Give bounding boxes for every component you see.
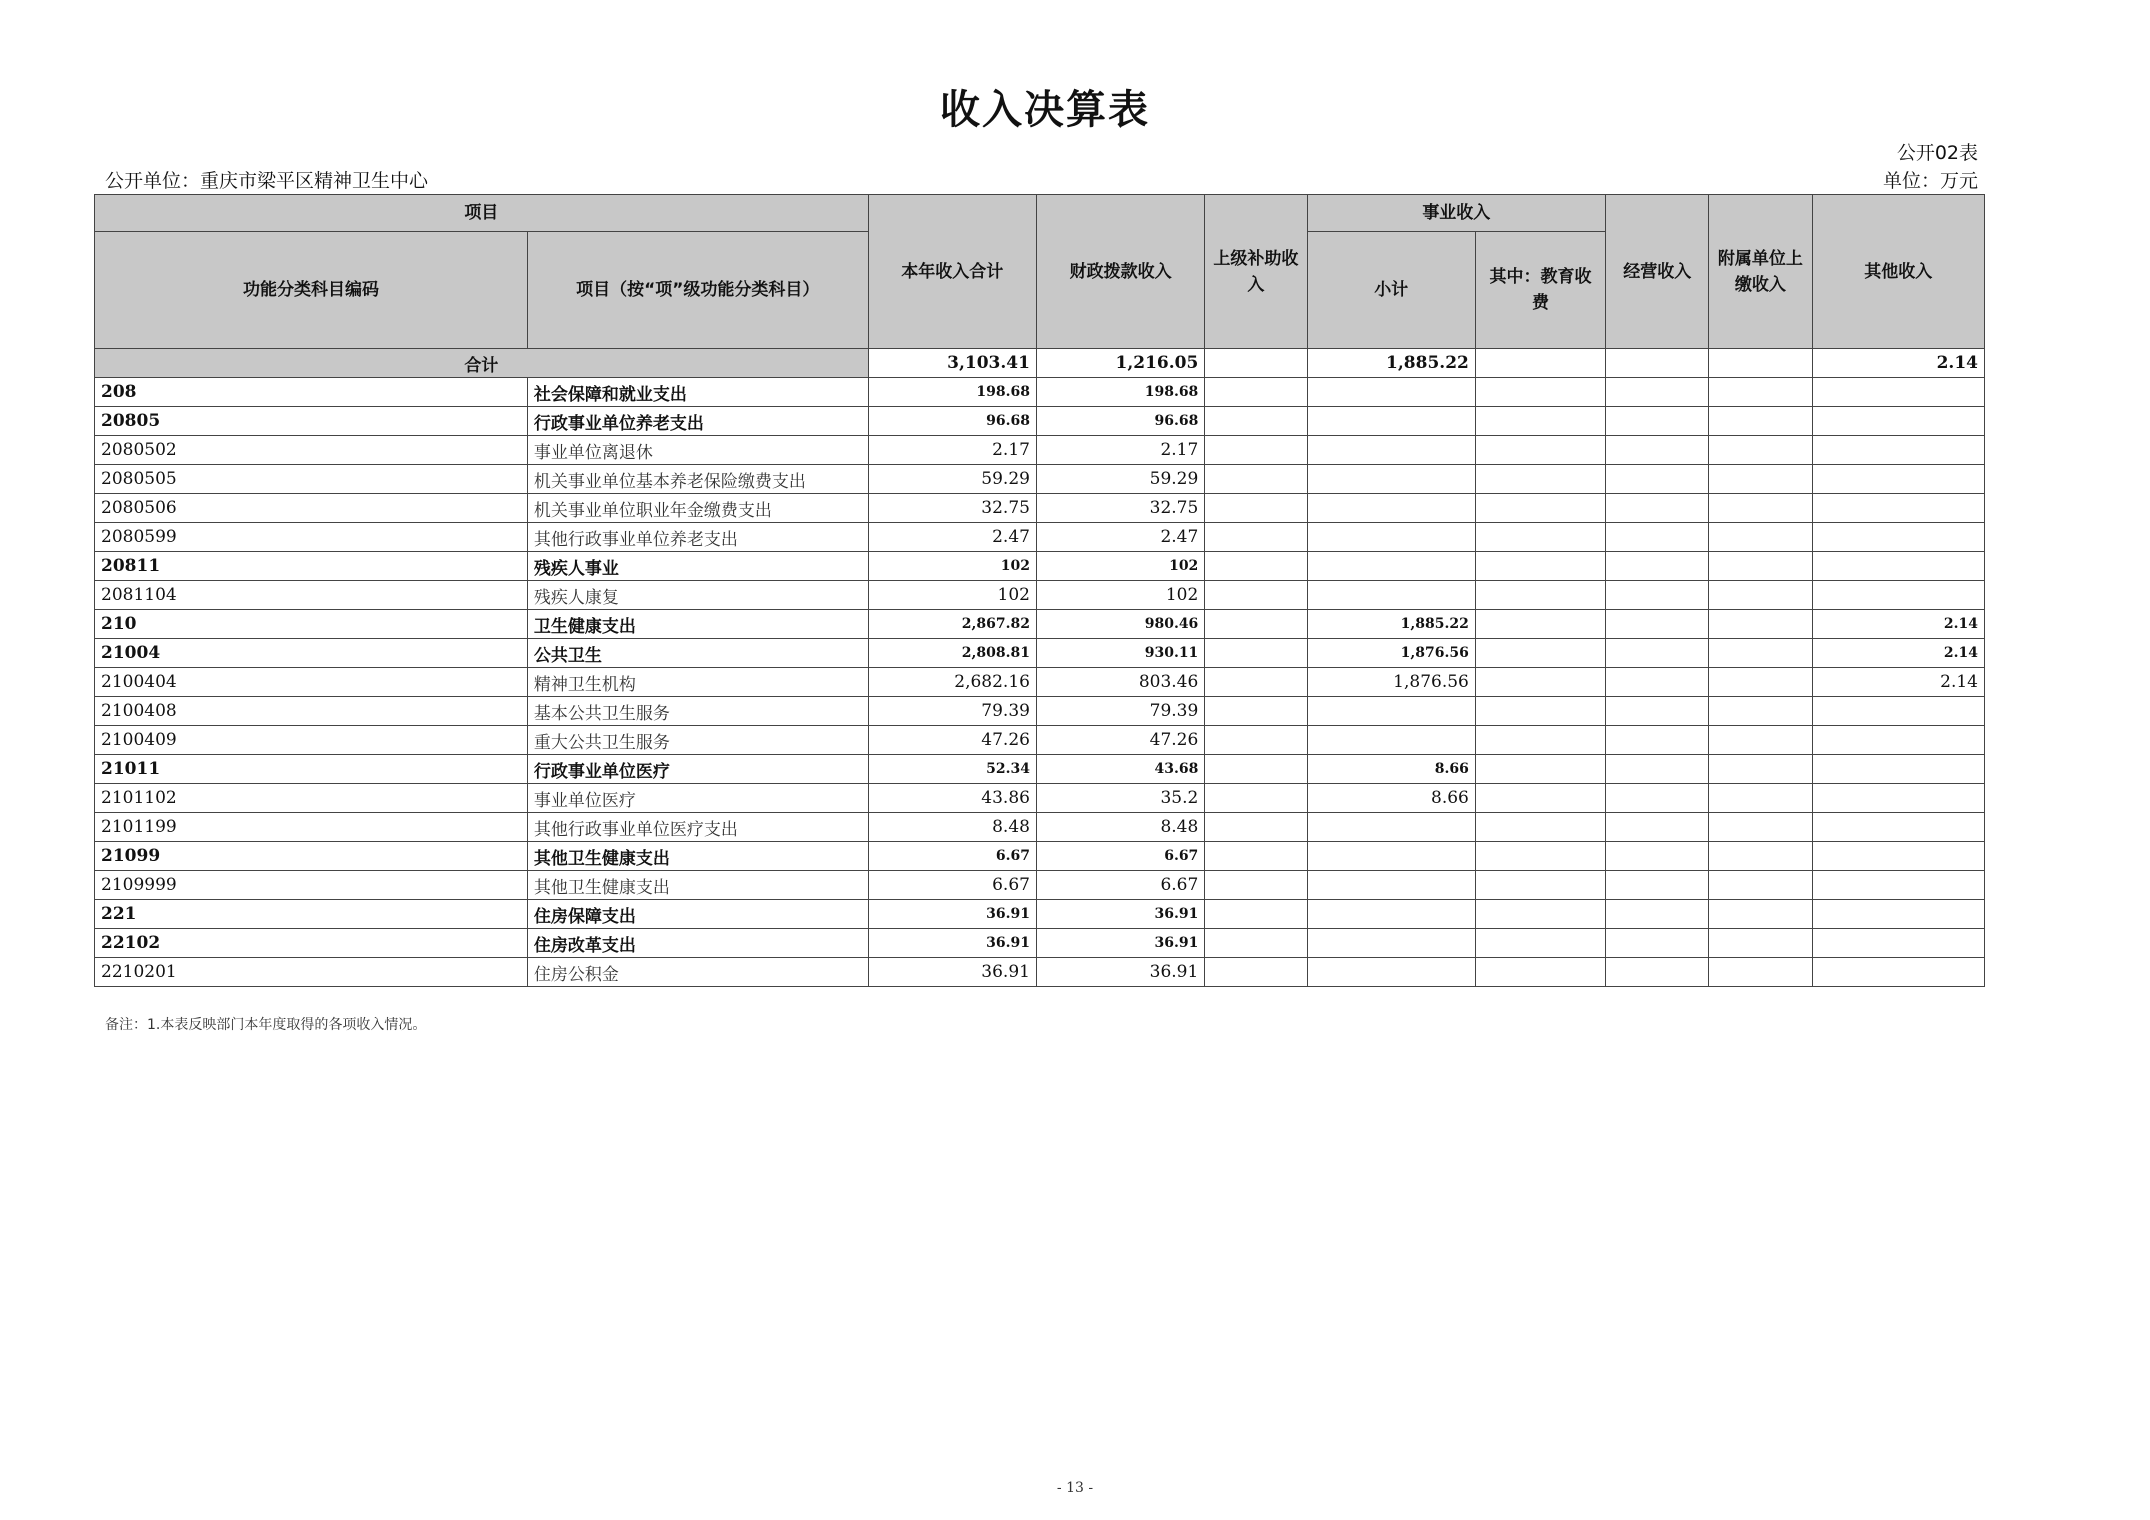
affiliated-cell xyxy=(1709,784,1812,813)
subtotal-cell: 1,876.56 xyxy=(1307,668,1475,697)
item-name-cell: 重大公共卫生服务 xyxy=(527,726,868,755)
education-cell xyxy=(1475,465,1605,494)
superior-cell xyxy=(1205,407,1307,436)
superior-cell xyxy=(1205,639,1307,668)
education-cell xyxy=(1475,755,1605,784)
total-income-cell: 2,682.16 xyxy=(868,668,1036,697)
item-name-cell: 残疾人康复 xyxy=(527,581,868,610)
total-income-cell: 6.67 xyxy=(868,842,1036,871)
operating-cell xyxy=(1606,378,1709,407)
subtotal-cell xyxy=(1307,929,1475,958)
total-income-cell: 6.67 xyxy=(868,871,1036,900)
operating-cell xyxy=(1606,784,1709,813)
function-code-cell: 2080505 xyxy=(95,465,528,494)
superior-cell xyxy=(1205,610,1307,639)
superior-cell xyxy=(1205,494,1307,523)
fiscal-cell: 79.39 xyxy=(1036,697,1204,726)
total-income-cell: 96.68 xyxy=(868,407,1036,436)
superior-cell xyxy=(1205,436,1307,465)
education-cell xyxy=(1475,581,1605,610)
fiscal-cell: 59.29 xyxy=(1036,465,1204,494)
superior-cell xyxy=(1205,581,1307,610)
superior-cell xyxy=(1205,929,1307,958)
superior-cell xyxy=(1205,726,1307,755)
total-education-cell xyxy=(1475,349,1605,378)
table-row xyxy=(95,639,1985,668)
table-row xyxy=(95,610,1985,639)
affiliated-cell xyxy=(1709,523,1812,552)
education-cell xyxy=(1475,407,1605,436)
fiscal-cell: 980.46 xyxy=(1036,610,1204,639)
fiscal-cell: 47.26 xyxy=(1036,726,1204,755)
fiscal-cell: 102 xyxy=(1036,581,1204,610)
table-row xyxy=(95,436,1985,465)
function-code-cell: 2210201 xyxy=(95,958,528,987)
header-total-income: 本年收入合计 xyxy=(868,195,1036,349)
header-other-income: 其他收入 xyxy=(1812,195,1984,349)
form-number: 公开02表 xyxy=(1896,142,1978,164)
total-row xyxy=(95,349,1985,378)
fiscal-cell: 36.91 xyxy=(1036,900,1204,929)
subtotal-cell: 1,885.22 xyxy=(1307,610,1475,639)
other-cell xyxy=(1812,407,1984,436)
footnote: 备注：1.本表反映部门本年度取得的各项收入情况。 xyxy=(105,1017,427,1033)
table-row xyxy=(95,900,1985,929)
header-business-income: 事业收入 xyxy=(1307,195,1606,232)
function-code-cell: 20805 xyxy=(95,407,528,436)
item-name-cell: 事业单位医疗 xyxy=(527,784,868,813)
total-subtotal-cell: 1,885.22 xyxy=(1307,349,1475,378)
superior-cell xyxy=(1205,668,1307,697)
other-cell xyxy=(1812,552,1984,581)
total-income-cell: 59.29 xyxy=(868,465,1036,494)
item-name-cell: 其他行政事业单位医疗支出 xyxy=(527,813,868,842)
education-cell xyxy=(1475,726,1605,755)
other-cell: 2.14 xyxy=(1812,639,1984,668)
affiliated-cell xyxy=(1709,755,1812,784)
operating-cell xyxy=(1606,494,1709,523)
operating-cell xyxy=(1606,581,1709,610)
education-cell xyxy=(1475,784,1605,813)
function-code-cell: 2080599 xyxy=(95,523,528,552)
other-cell xyxy=(1812,784,1984,813)
education-cell xyxy=(1475,668,1605,697)
function-code-cell: 20811 xyxy=(95,552,528,581)
item-name-cell: 残疾人事业 xyxy=(527,552,868,581)
item-name-cell: 社会保障和就业支出 xyxy=(527,378,868,407)
item-name-cell: 住房保障支出 xyxy=(527,900,868,929)
affiliated-cell xyxy=(1709,842,1812,871)
report-title: 收入决算表 xyxy=(940,87,1150,133)
education-cell xyxy=(1475,610,1605,639)
education-cell xyxy=(1475,697,1605,726)
table-row xyxy=(95,842,1985,871)
fiscal-cell: 6.67 xyxy=(1036,871,1204,900)
table-row xyxy=(95,929,1985,958)
affiliated-cell xyxy=(1709,610,1812,639)
page-number: - 13 - xyxy=(1056,1480,1094,1496)
superior-cell xyxy=(1205,378,1307,407)
affiliated-cell xyxy=(1709,552,1812,581)
currency-unit: 单位：万元 xyxy=(1882,170,1978,192)
item-name-cell: 住房公积金 xyxy=(527,958,868,987)
fiscal-cell: 930.11 xyxy=(1036,639,1204,668)
education-cell xyxy=(1475,523,1605,552)
superior-cell xyxy=(1205,813,1307,842)
fiscal-cell: 36.91 xyxy=(1036,929,1204,958)
operating-cell xyxy=(1606,610,1709,639)
superior-cell xyxy=(1205,465,1307,494)
total-income-cell: 102 xyxy=(868,581,1036,610)
superior-cell xyxy=(1205,842,1307,871)
total-label: 合计 xyxy=(95,349,869,378)
operating-cell xyxy=(1606,929,1709,958)
affiliated-cell xyxy=(1709,581,1812,610)
education-cell xyxy=(1475,436,1605,465)
subtotal-cell xyxy=(1307,552,1475,581)
operating-cell xyxy=(1606,639,1709,668)
subtotal-cell xyxy=(1307,465,1475,494)
affiliated-cell xyxy=(1709,407,1812,436)
subtotal-cell: 1,876.56 xyxy=(1307,639,1475,668)
header-project: 项目 xyxy=(95,195,869,232)
operating-cell xyxy=(1606,407,1709,436)
fiscal-cell: 2.47 xyxy=(1036,523,1204,552)
fiscal-cell: 43.68 xyxy=(1036,755,1204,784)
subtotal-cell xyxy=(1307,407,1475,436)
operating-cell xyxy=(1606,552,1709,581)
other-cell xyxy=(1812,958,1984,987)
function-code-cell: 2081104 xyxy=(95,581,528,610)
table-row xyxy=(95,668,1985,697)
header-subtotal: 小计 xyxy=(1307,232,1475,349)
education-cell xyxy=(1475,378,1605,407)
function-code-cell: 21099 xyxy=(95,842,528,871)
item-name-cell: 其他行政事业单位养老支出 xyxy=(527,523,868,552)
education-cell xyxy=(1475,813,1605,842)
other-cell: 2.14 xyxy=(1812,668,1984,697)
table-row xyxy=(95,494,1985,523)
header-superior-subsidy: 上级补助收入 xyxy=(1205,195,1307,349)
total-operating-cell xyxy=(1606,349,1709,378)
subtotal-cell xyxy=(1307,842,1475,871)
item-name-cell: 公共卫生 xyxy=(527,639,868,668)
superior-cell xyxy=(1205,958,1307,987)
other-cell: 2.14 xyxy=(1812,610,1984,639)
operating-cell xyxy=(1606,668,1709,697)
superior-cell xyxy=(1205,523,1307,552)
affiliated-cell xyxy=(1709,813,1812,842)
fiscal-cell: 6.67 xyxy=(1036,842,1204,871)
affiliated-cell xyxy=(1709,639,1812,668)
education-cell xyxy=(1475,639,1605,668)
total-income-cell: 36.91 xyxy=(868,929,1036,958)
other-cell xyxy=(1812,755,1984,784)
item-name-cell: 机关事业单位职业年金缴费支出 xyxy=(527,494,868,523)
subtotal-cell xyxy=(1307,697,1475,726)
total-income-cell: 79.39 xyxy=(868,697,1036,726)
superior-cell xyxy=(1205,784,1307,813)
item-name-cell: 行政事业单位养老支出 xyxy=(527,407,868,436)
item-name-cell: 行政事业单位医疗 xyxy=(527,755,868,784)
item-name-cell: 住房改革支出 xyxy=(527,929,868,958)
item-name-cell: 机关事业单位基本养老保险缴费支出 xyxy=(527,465,868,494)
operating-cell xyxy=(1606,871,1709,900)
other-cell xyxy=(1812,697,1984,726)
item-name-cell: 其他卫生健康支出 xyxy=(527,871,868,900)
total-income-cell: 3,103.41 xyxy=(868,349,1036,378)
header-function-code: 功能分类科目编码 xyxy=(95,232,528,349)
table-row xyxy=(95,581,1985,610)
item-name-cell: 卫生健康支出 xyxy=(527,610,868,639)
other-cell xyxy=(1812,813,1984,842)
operating-cell xyxy=(1606,726,1709,755)
operating-cell xyxy=(1606,697,1709,726)
superior-cell xyxy=(1205,871,1307,900)
fiscal-cell: 198.68 xyxy=(1036,378,1204,407)
other-cell xyxy=(1812,929,1984,958)
header-item-name: 项目（按“项”级功能分类科目） xyxy=(527,232,868,349)
operating-cell xyxy=(1606,900,1709,929)
function-code-cell: 221 xyxy=(95,900,528,929)
header-operating-income: 经营收入 xyxy=(1606,195,1709,349)
other-cell xyxy=(1812,465,1984,494)
function-code-cell: 2100408 xyxy=(95,697,528,726)
subtotal-cell xyxy=(1307,726,1475,755)
other-cell xyxy=(1812,726,1984,755)
subtotal-cell xyxy=(1307,813,1475,842)
operating-cell xyxy=(1606,755,1709,784)
superior-cell xyxy=(1205,755,1307,784)
affiliated-cell xyxy=(1709,900,1812,929)
subtotal-cell xyxy=(1307,378,1475,407)
education-cell xyxy=(1475,929,1605,958)
table-row xyxy=(95,726,1985,755)
subtotal-cell: 8.66 xyxy=(1307,784,1475,813)
total-income-cell: 52.34 xyxy=(868,755,1036,784)
function-code-cell: 2100404 xyxy=(95,668,528,697)
subtotal-cell xyxy=(1307,900,1475,929)
header-fiscal-appropriation: 财政拨款收入 xyxy=(1036,195,1204,349)
operating-cell xyxy=(1606,842,1709,871)
fiscal-cell: 36.91 xyxy=(1036,958,1204,987)
other-cell xyxy=(1812,842,1984,871)
income-report-table xyxy=(94,194,1985,987)
education-cell xyxy=(1475,958,1605,987)
other-cell xyxy=(1812,378,1984,407)
item-name-cell: 基本公共卫生服务 xyxy=(527,697,868,726)
table-row xyxy=(95,697,1985,726)
table-row xyxy=(95,958,1985,987)
header-affiliated-income: 附属单位上缴收入 xyxy=(1709,195,1812,349)
table-row xyxy=(95,523,1985,552)
table-row xyxy=(95,552,1985,581)
superior-cell xyxy=(1205,900,1307,929)
operating-cell xyxy=(1606,436,1709,465)
function-code-cell: 210 xyxy=(95,610,528,639)
subtotal-cell xyxy=(1307,494,1475,523)
superior-cell xyxy=(1205,552,1307,581)
total-income-cell: 2.17 xyxy=(868,436,1036,465)
education-cell xyxy=(1475,552,1605,581)
affiliated-cell xyxy=(1709,378,1812,407)
affiliated-cell xyxy=(1709,929,1812,958)
subtotal-cell xyxy=(1307,523,1475,552)
total-income-cell: 2.47 xyxy=(868,523,1036,552)
total-income-cell: 2,808.81 xyxy=(868,639,1036,668)
total-income-cell: 36.91 xyxy=(868,958,1036,987)
other-cell xyxy=(1812,871,1984,900)
operating-cell xyxy=(1606,958,1709,987)
function-code-cell: 2100409 xyxy=(95,726,528,755)
fiscal-cell: 803.46 xyxy=(1036,668,1204,697)
item-name-cell: 事业单位离退休 xyxy=(527,436,868,465)
table-row xyxy=(95,407,1985,436)
total-income-cell: 198.68 xyxy=(868,378,1036,407)
total-affiliated-cell xyxy=(1709,349,1812,378)
other-cell xyxy=(1812,523,1984,552)
affiliated-cell xyxy=(1709,494,1812,523)
total-fiscal-cell: 1,216.05 xyxy=(1036,349,1204,378)
total-income-cell: 43.86 xyxy=(868,784,1036,813)
subtotal-cell xyxy=(1307,958,1475,987)
affiliated-cell xyxy=(1709,726,1812,755)
affiliated-cell xyxy=(1709,436,1812,465)
operating-cell xyxy=(1606,465,1709,494)
affiliated-cell xyxy=(1709,697,1812,726)
superior-cell xyxy=(1205,697,1307,726)
total-income-cell: 2,867.82 xyxy=(868,610,1036,639)
function-code-cell: 2080502 xyxy=(95,436,528,465)
function-code-cell: 208 xyxy=(95,378,528,407)
subtotal-cell xyxy=(1307,436,1475,465)
fiscal-cell: 102 xyxy=(1036,552,1204,581)
function-code-cell: 21011 xyxy=(95,755,528,784)
table-row xyxy=(95,378,1985,407)
subtotal-cell: 8.66 xyxy=(1307,755,1475,784)
fiscal-cell: 96.68 xyxy=(1036,407,1204,436)
operating-cell xyxy=(1606,813,1709,842)
total-income-cell: 8.48 xyxy=(868,813,1036,842)
education-cell xyxy=(1475,900,1605,929)
education-cell xyxy=(1475,871,1605,900)
table-row xyxy=(95,871,1985,900)
affiliated-cell xyxy=(1709,871,1812,900)
table-row xyxy=(95,784,1985,813)
total-income-cell: 36.91 xyxy=(868,900,1036,929)
subtotal-cell xyxy=(1307,871,1475,900)
subtotal-cell xyxy=(1307,581,1475,610)
function-code-cell: 2109999 xyxy=(95,871,528,900)
total-income-cell: 102 xyxy=(868,552,1036,581)
fiscal-cell: 35.2 xyxy=(1036,784,1204,813)
other-cell xyxy=(1812,436,1984,465)
function-code-cell: 2101102 xyxy=(95,784,528,813)
other-cell xyxy=(1812,581,1984,610)
item-name-cell: 精神卫生机构 xyxy=(527,668,868,697)
total-other-cell: 2.14 xyxy=(1812,349,1984,378)
table-row xyxy=(95,465,1985,494)
other-cell xyxy=(1812,494,1984,523)
header-education-fees: 其中：教育收费 xyxy=(1475,232,1605,349)
function-code-cell: 2080506 xyxy=(95,494,528,523)
table-row xyxy=(95,813,1985,842)
item-name-cell: 其他卫生健康支出 xyxy=(527,842,868,871)
table-row xyxy=(95,755,1985,784)
function-code-cell: 2101199 xyxy=(95,813,528,842)
total-income-cell: 47.26 xyxy=(868,726,1036,755)
fiscal-cell: 8.48 xyxy=(1036,813,1204,842)
fiscal-cell: 32.75 xyxy=(1036,494,1204,523)
operating-cell xyxy=(1606,523,1709,552)
function-code-cell: 22102 xyxy=(95,929,528,958)
affiliated-cell xyxy=(1709,958,1812,987)
affiliated-cell xyxy=(1709,668,1812,697)
total-superior-cell xyxy=(1205,349,1307,378)
other-cell xyxy=(1812,900,1984,929)
affiliated-cell xyxy=(1709,465,1812,494)
fiscal-cell: 2.17 xyxy=(1036,436,1204,465)
education-cell xyxy=(1475,842,1605,871)
function-code-cell: 21004 xyxy=(95,639,528,668)
total-income-cell: 32.75 xyxy=(868,494,1036,523)
publishing-unit: 公开单位：重庆市梁平区精神卫生中心 xyxy=(105,170,429,192)
education-cell xyxy=(1475,494,1605,523)
